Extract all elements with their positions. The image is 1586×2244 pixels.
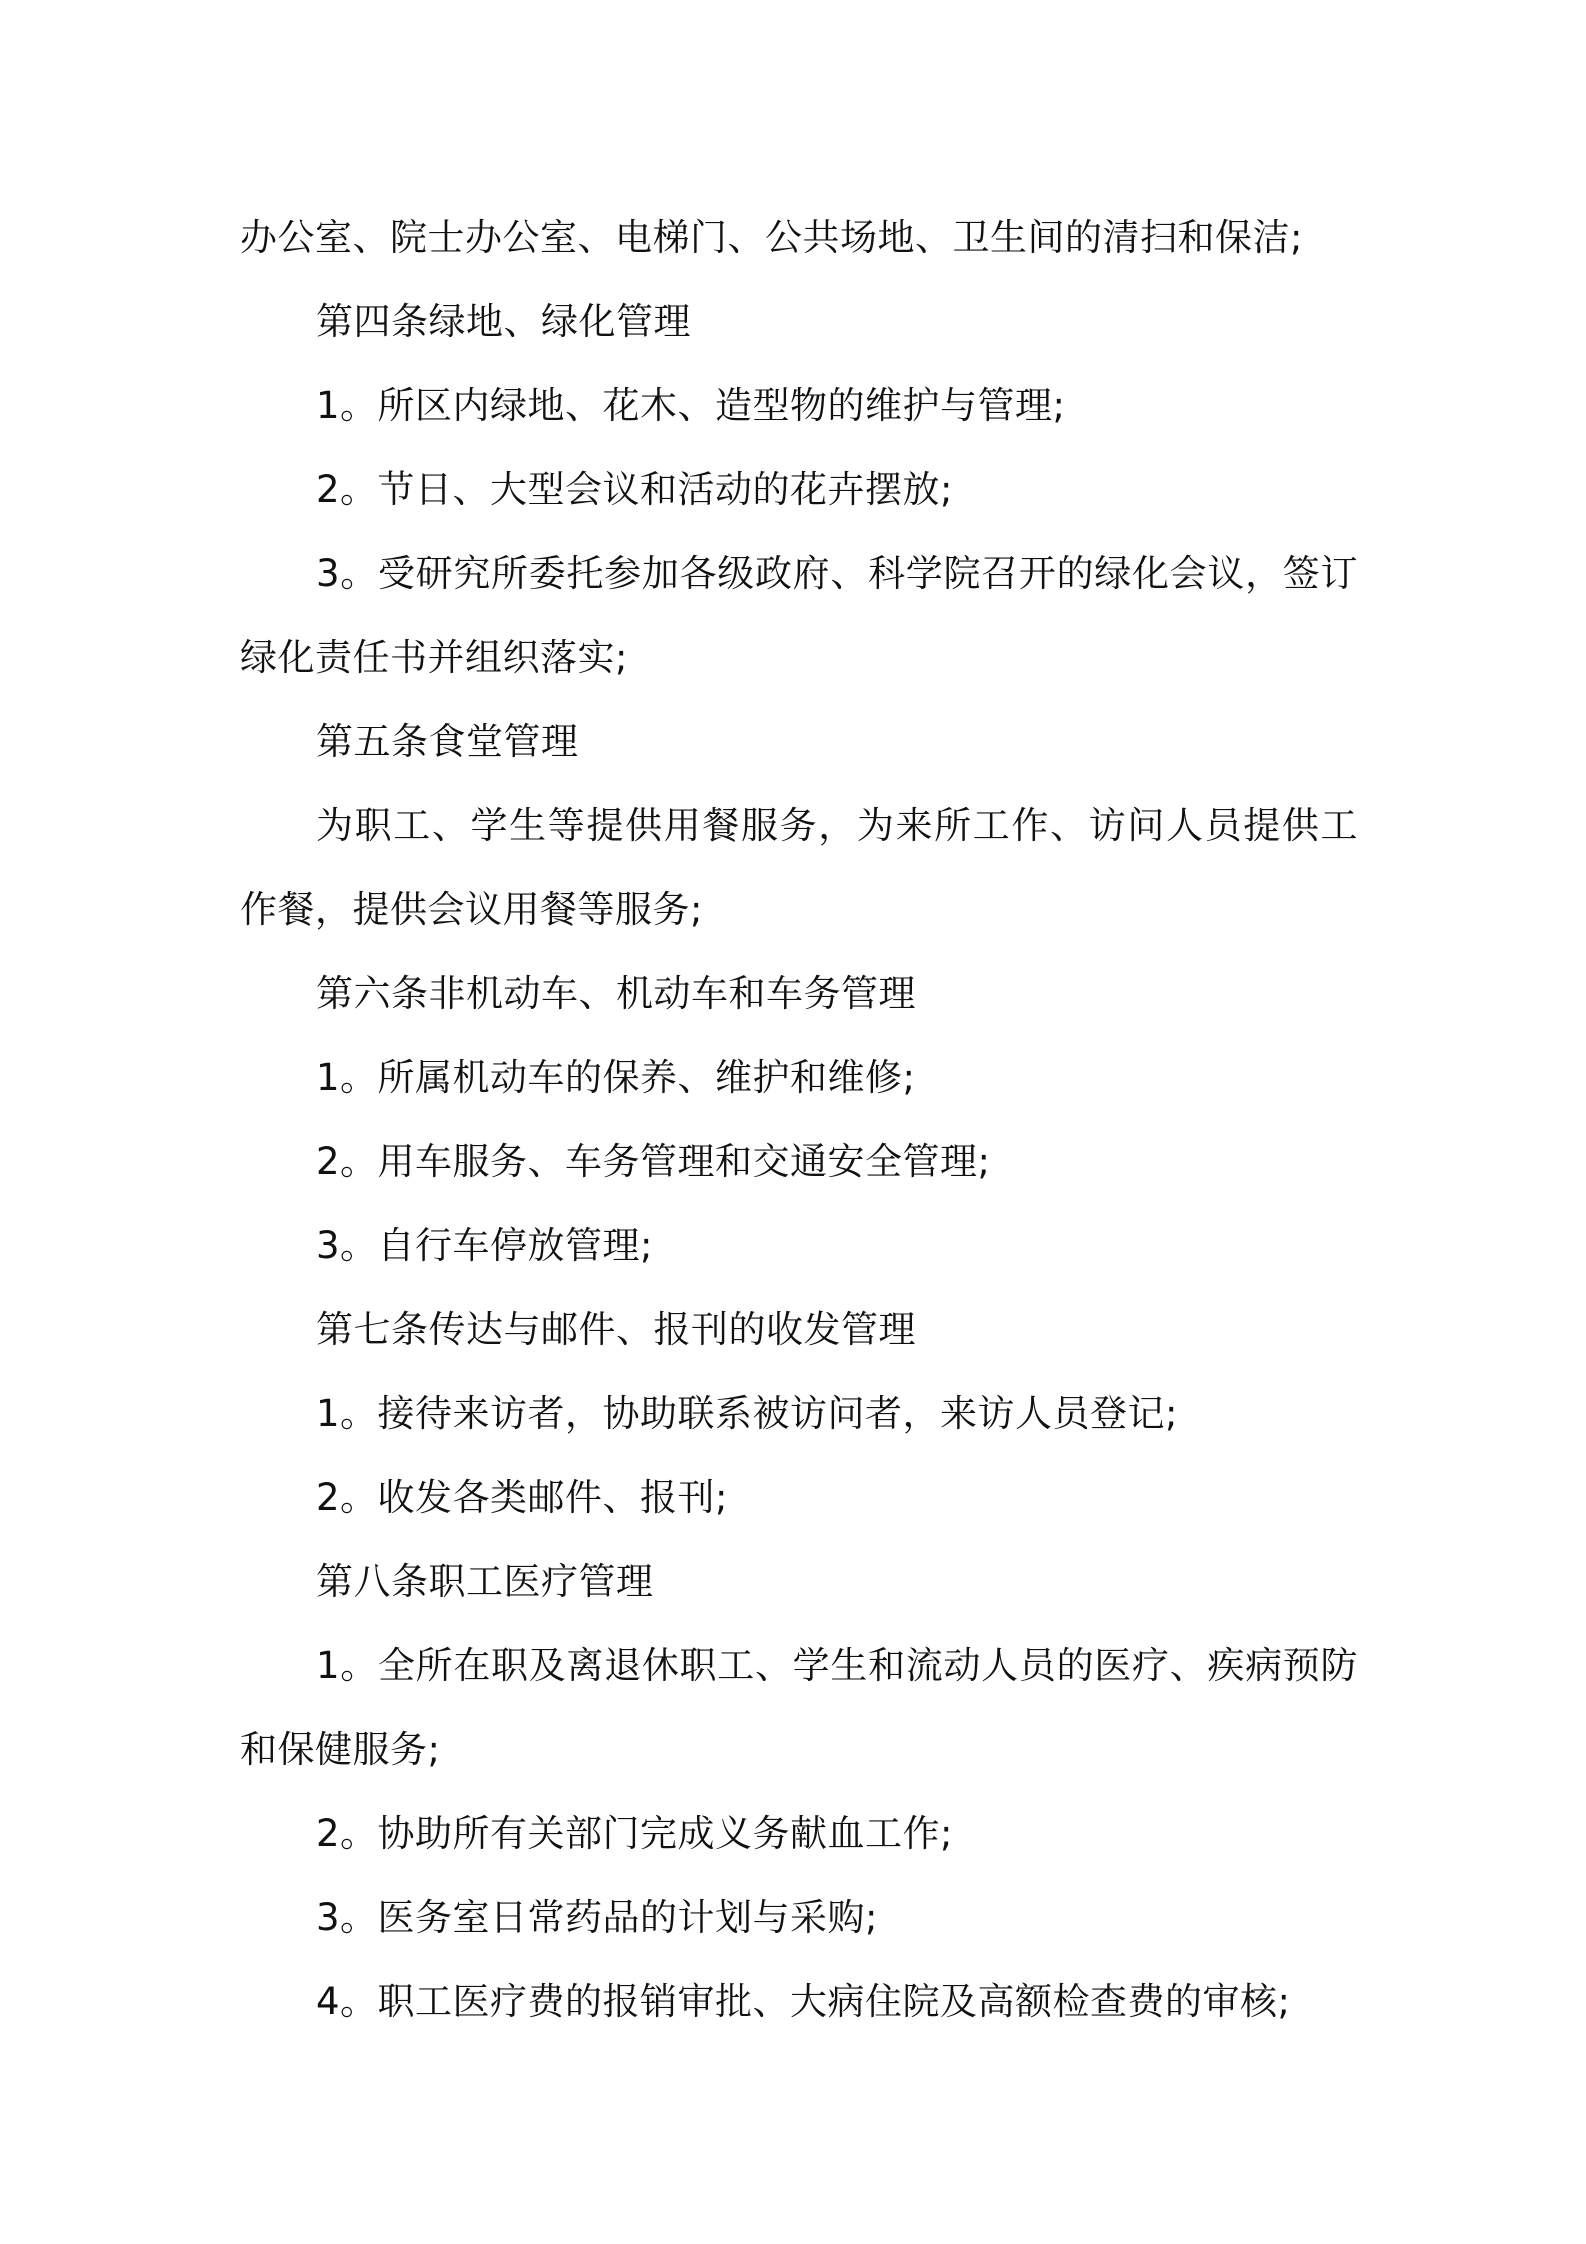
list-item: 1。接待来访者，协助联系被访问者，来访人员登记; <box>316 1392 1179 1435</box>
section-heading: 第四条绿地、绿化管理 <box>316 300 691 343</box>
section-heading: 第五条食堂管理 <box>316 720 579 763</box>
paragraph: 为职工、学生等提供用餐服务，为来所工作、访问人员提供工作餐，提供会议用餐等服务; <box>240 804 1358 931</box>
document-body <box>240 196 1358 2044</box>
section-heading: 第六条非机动车、机动车和车务管理 <box>316 972 916 1015</box>
list-item: 3。受研究所委托参加各级政府、科学院召开的绿化会议，签订绿化责任书并组织落实; <box>240 552 1358 679</box>
list-item: 2。用车服务、车务管理和交通安全管理; <box>316 1140 991 1183</box>
list-item: 3。医务室日常药品的计划与采购; <box>316 1896 879 1939</box>
list-item: 2。收发各类邮件、报刊; <box>316 1476 729 1519</box>
list-item: 1。所属机动车的保养、维护和维修; <box>316 1056 916 1099</box>
section-heading: 第七条传达与邮件、报刊的收发管理 <box>316 1308 916 1351</box>
list-item: 1。全所在职及离退休职工、学生和流动人员的医疗、疾病预防和保健服务; <box>240 1644 1358 1771</box>
section-heading: 第八条职工医疗管理 <box>316 1560 654 1603</box>
list-item: 2。节日、大型会议和活动的花卉摆放; <box>316 468 954 511</box>
list-item: 4。职工医疗费的报销审批、大病住院及高额检查费的审核; <box>316 1980 1291 2023</box>
list-item: 1。所区内绿地、花木、造型物的维护与管理; <box>316 384 1066 427</box>
list-item: 2。协助所有关部门完成义务献血工作; <box>316 1812 954 1855</box>
paragraph: 办公室、院士办公室、电梯门、公共场地、卫生间的清扫和保洁; <box>240 216 1303 259</box>
list-item: 3。自行车停放管理; <box>316 1224 654 1267</box>
